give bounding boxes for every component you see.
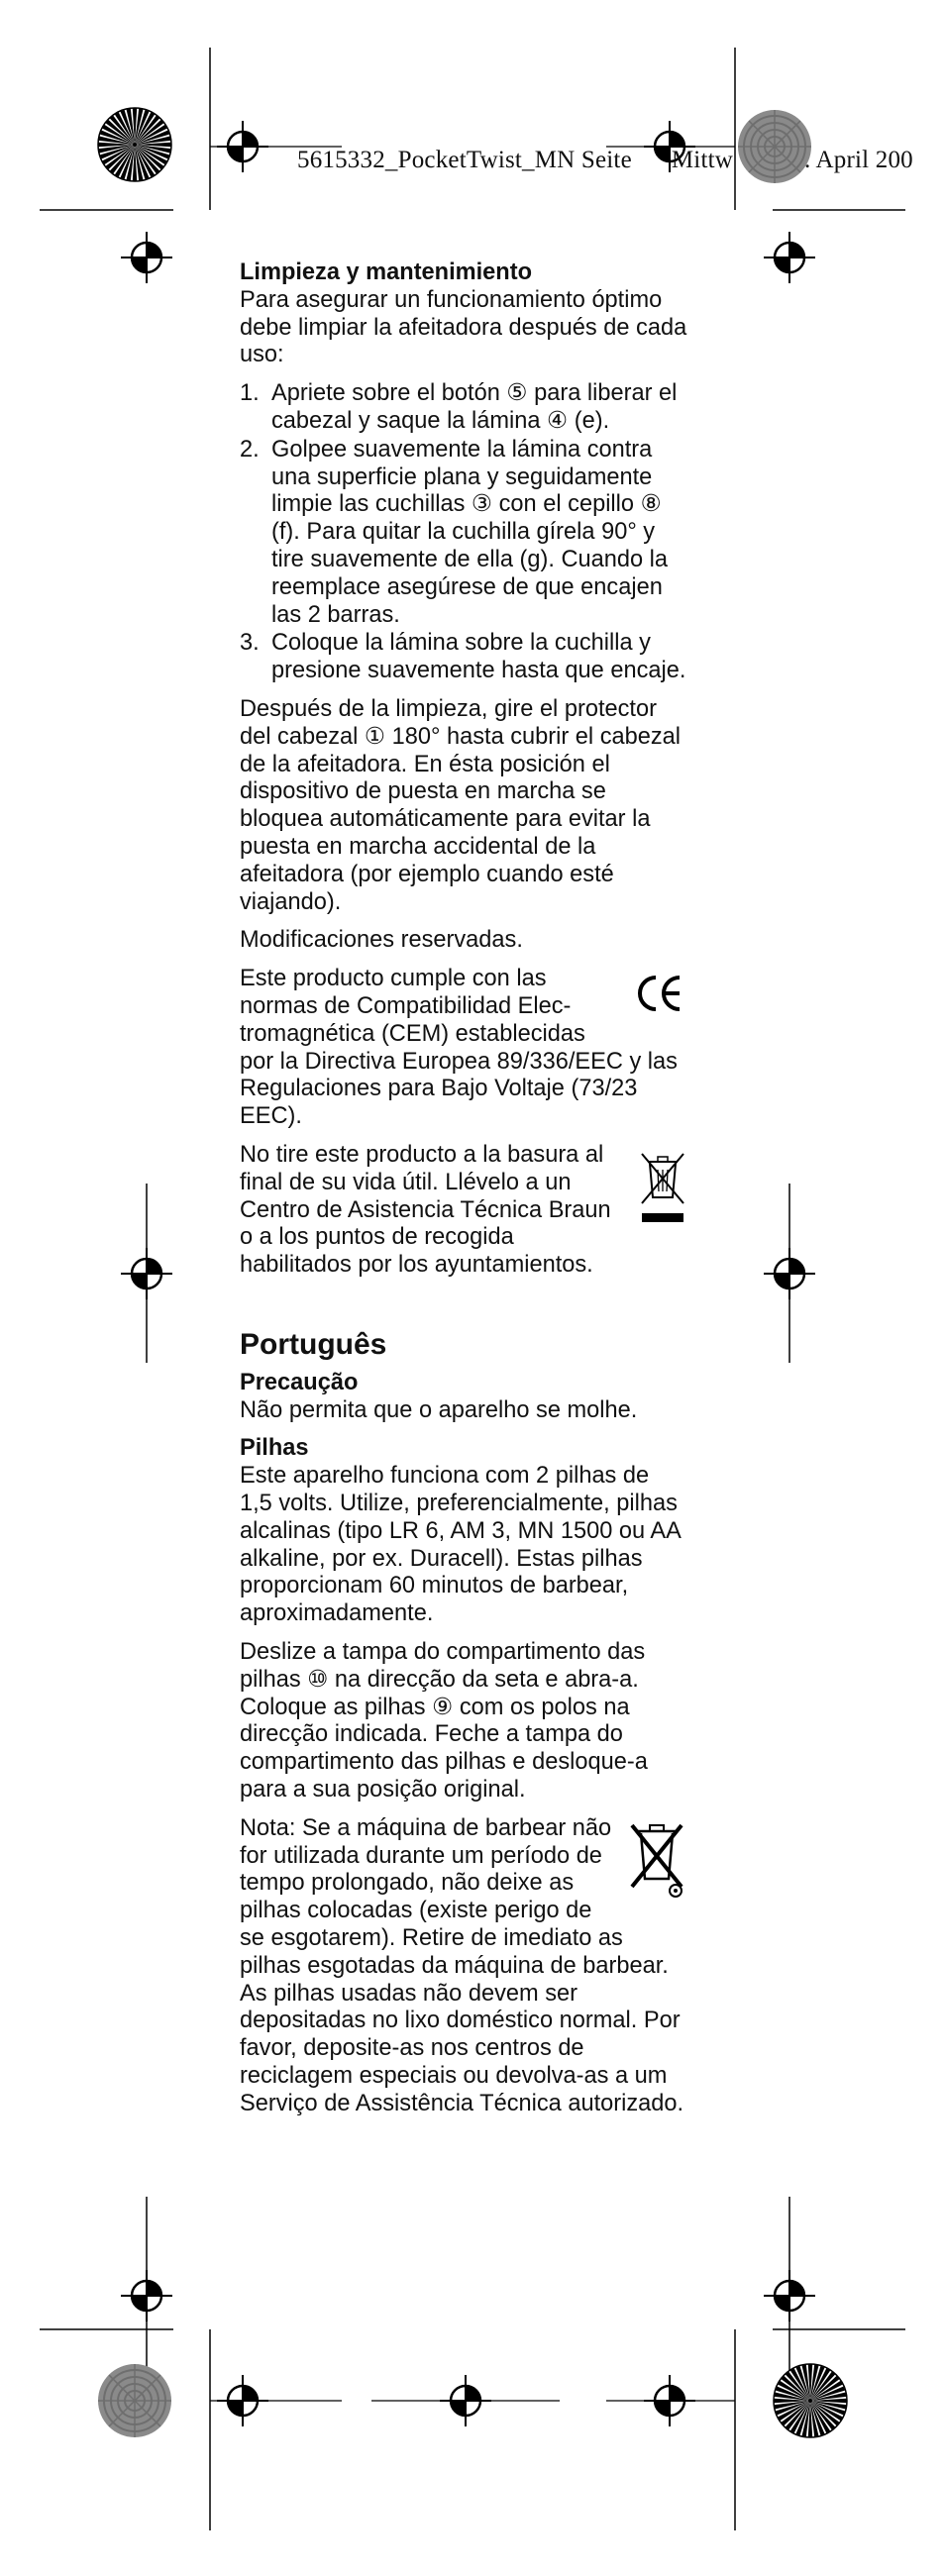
step-text: Apriete sobre el botón ⑤ para liberar el cabezal y saque la lámina ④ (e). bbox=[271, 380, 678, 434]
modifications-text: Modificaciones reservadas. bbox=[240, 927, 523, 954]
note-text: Nota: Se a máquina de barbear não for utilizada durante um período de tempo prolongado, não deixe as pilhas colocadas (existe perigo de se esgotarem). Retire de imediato as pilhas esgotadas da máquina de barbear. As pilhas usadas não devem ser depositadas no lixo doméstico normal. Por favor, deposite-as nos centros de reciclagem especiais ou devolva-as a um Serviço de Assistência Técnica autorizado. bbox=[240, 1814, 684, 2116]
cleaning-intro: Para asegurar un funcionamiento óptimo debe limpiar la afeitadora después de cada uso: bbox=[240, 286, 687, 368]
ce-text: Este producto cumple con las normas de Compatibilidad Electromagnética (CEM) establecidas por la Directiva Europea 89/336/EEC y las Regulaciones para Bajo Voltaje (73/23 EEC). bbox=[240, 966, 678, 1130]
caution-text: Não permita que o aparelho se molhe. bbox=[240, 1396, 638, 1423]
cleaning-heading: Limpieza y mantenimiento bbox=[240, 259, 532, 285]
step-number: 3. bbox=[240, 630, 260, 657]
header-middle: Mittw bbox=[671, 147, 733, 173]
list-item bbox=[240, 437, 687, 630]
insert-batteries-text: Deslize a tampa do compartimento das pilhas ⑩ na direcção da seta e abra-a. Coloque as pilhas ⑨ com os polos na direcção indicada. Feche a tampa do compartimento das pilhas e desloque-a para a sua posição original. bbox=[240, 1639, 648, 1803]
language-heading-pt: Português bbox=[240, 1327, 387, 1361]
disposal-text: No tire este producto a la basura al final de su vida útil. Llévelo a un Centro de Asistencia Técnica Braun o a los puntos de recogida habilitados por los ayuntamientos. bbox=[240, 1141, 611, 1279]
ce-mark-icon bbox=[634, 970, 685, 1017]
step-number: 2. bbox=[240, 436, 260, 463]
note-section bbox=[240, 1815, 687, 2129]
step-text: Coloque la lámina sobre la cuchilla y presione suavemente hasta que encaje. bbox=[271, 630, 686, 684]
step-number: 1. bbox=[240, 380, 260, 407]
batteries-heading: Pilhas bbox=[240, 1435, 309, 1462]
cleaning-steps bbox=[240, 380, 687, 685]
list-item bbox=[240, 380, 687, 436]
ce-section bbox=[240, 966, 687, 1142]
batteries-text: Este aparelho funciona com 2 pilhas de 1,5 volts. Utilize, preferencialmente, pilhas alcalinas (tipo LR 6, AM 3, MN 1500 ou AA alkaline, por ex. Duracell). Estas pilhas proporcionam 60 minutos de barbear, aproximadamente. bbox=[240, 1463, 681, 1627]
text-column bbox=[240, 259, 687, 2129]
header-right: . April 200 bbox=[804, 147, 913, 173]
page-header bbox=[297, 147, 913, 174]
caution-heading: Precaução bbox=[240, 1369, 359, 1395]
list-item bbox=[240, 630, 687, 685]
after-cleaning-text: Después de la limpieza, gire el protector del cabezal ① 180° hasta cubrir el cabezal de la afeitadora. En ésta posición el dispositivo de puesta en marcha se bloquea automáticamente para evitar la puesta en marcha accidental de la afeitadora (por ejemplo cuando esté viajando). bbox=[240, 695, 682, 915]
header-left: 5615332_PocketTwist_MN Seite bbox=[297, 147, 632, 173]
step-text: Golpee suavemente la lámina contra una superficie plana y seguidamente limpie las cuchillas ③ con el cepillo ⑧ (f). Para quitar la cuchilla gírela 90° y tire suavemente de ella (g). Cuando la reemplace asegúrese de que encajen las 2 barras. bbox=[271, 436, 669, 628]
disposal-section bbox=[240, 1142, 687, 1290]
crossed-bin-icon bbox=[638, 1148, 687, 1231]
crossed-bin-battery-icon bbox=[630, 1817, 687, 1905]
